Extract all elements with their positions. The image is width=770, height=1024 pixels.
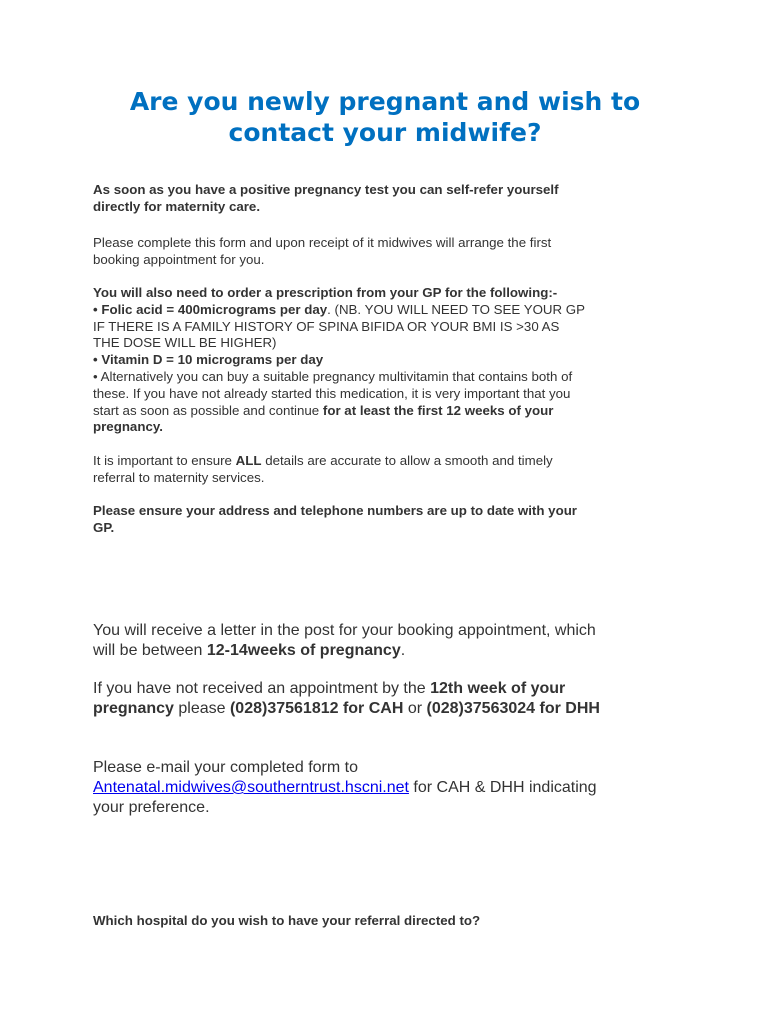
- prescription-section: You will also need to order a prescription from your GP for the following:- • Folic acid = 400micrograms per day. (NB. YOU WILL NEED TO SEE YOUR GP IF THERE IS A FAMILY HISTORY OF SPINA BIFIDA OR YOUR BMI IS >30 AS THE DOSE WILL BE HIGHER) • Vitamin D = 10 micrograms per day • Alternatively you can buy a suitable pregnancy multivitamin that contains both of these. If you have not already started this medication, it is very important that you start as soon as possible and continue for at least the first 12 weeks of your pregnancy.: [93, 285, 586, 435]
- booking-letter-paragraph: You will receive a letter in the post for your booking appointment, which will be between 12-14weeks of pregnancy.: [93, 622, 596, 659]
- page-title: [40, 86, 730, 148]
- prescription-heading: You will also need to order a prescription from your GP for the following:-: [93, 285, 558, 300]
- title-line-2: contact your midwife?: [228, 118, 542, 147]
- accuracy-paragraph: It is important to ensure ALL details are accurate to allow a smooth and timely referral to maternity services.: [93, 453, 553, 485]
- title-line-1: Are you newly pregnant and wish to: [129, 87, 641, 116]
- dhh-phone: (028)37563024 for DHH: [426, 700, 600, 717]
- gp-notice-paragraph: Please ensure your address and telephone numbers are up to date with your GP.: [93, 503, 577, 535]
- cah-phone: (028)37561812 for CAH: [229, 700, 404, 717]
- email-paragraph: Please e-mail your completed form to Antenatal.midwives@southerntrust.hscni.net for CAH & DHH indicating your preference.: [93, 759, 597, 816]
- complete-form-paragraph: Please complete this form and upon receipt of it midwives will arrange the first booking appointment for you.: [93, 235, 552, 267]
- hospital-question: Which hospital do you wish to have your referral directed to?: [93, 913, 481, 928]
- self-refer-paragraph: As soon as you have a positive pregnancy test you can self-refer yourself directly for maternity care.: [93, 182, 559, 214]
- folic-acid-dose: • Folic acid = 400micrograms per day: [93, 301, 328, 317]
- midwives-email-link[interactable]: Antenatal.midwives@southerntrust.hscni.net: [93, 779, 409, 796]
- vitamin-d-dose: • Vitamin D = 10 micrograms per day: [93, 352, 324, 368]
- contact-numbers-paragraph: If you have not received an appointment by the 12th week of your pregnancy please (028)37561812 for CAH or (028)37563024 for DHH: [93, 680, 600, 717]
